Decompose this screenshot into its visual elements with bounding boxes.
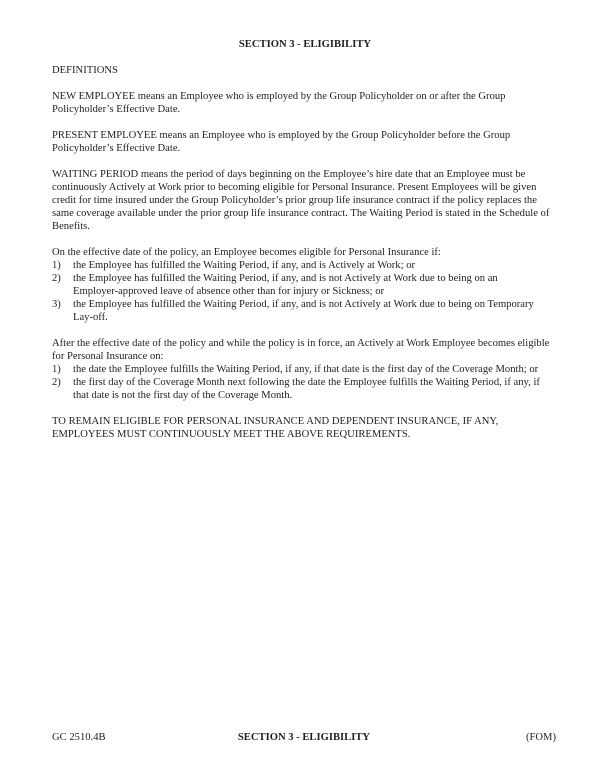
paragraph	[52, 337, 558, 363]
text-line: PRESENT EMPLOYEE means an Employee who is employed by the Group Policyholder before the Group	[52, 130, 511, 141]
text-line: WAITING PERIOD means the period of days beginning on the Employee’s hire date that an Employee must be	[52, 169, 526, 180]
title-line: SECTION 3 - ELIGIBILITY	[238, 39, 372, 50]
text-line: that date is not the first day of the Coverage Month.	[73, 390, 293, 401]
document-content	[52, 38, 558, 454]
list-item-text	[73, 272, 558, 298]
paragraph	[52, 246, 558, 259]
list-item	[52, 259, 558, 272]
text-line: the date the Employee fulfills the Waiting Period, if any, if that date is the first day of the Coverage Month; or	[73, 364, 539, 375]
list-item-text	[73, 363, 558, 376]
text-line: TO REMAIN ELIGIBLE FOR PERSONAL INSURANCE AND DEPENDENT INSURANCE, IF ANY,	[52, 416, 499, 427]
text-line: Policyholder’s Effective Date.	[52, 143, 181, 154]
text-line: Policyholder’s Effective Date.	[52, 104, 181, 115]
numbered-list	[52, 363, 558, 402]
text-line: Employer-approved leave of absence other than for injury or Sickness; or	[73, 286, 385, 297]
paragraph	[52, 168, 558, 233]
list-item-text	[73, 259, 558, 272]
list-item-number: 2)	[52, 377, 61, 388]
list-item	[52, 363, 558, 376]
text-line: DEFINITIONS	[52, 65, 118, 76]
list-item	[52, 272, 558, 298]
list-item-text	[73, 298, 558, 324]
text-line: the first day of the Coverage Month next following the date the Employee fulfills the Waiting Period, if any, if	[73, 377, 540, 388]
text-line: Benefits.	[52, 221, 90, 232]
list-item-number: 3)	[52, 299, 61, 310]
text-line: same coverage available under the prior group life insurance contract. The Waiting Period is stated in the Schedule of	[52, 208, 550, 219]
list-item-number: 1)	[52, 260, 61, 271]
text-line: Lay-off.	[73, 312, 108, 323]
text-line: the Employee has fulfilled the Waiting Period, if any, and is not Actively at Work due to being on Temporary	[73, 299, 534, 310]
text-line: the Employee has fulfilled the Waiting Period, if any, and is Actively at Work; or	[73, 260, 416, 271]
footer-code: (FOM)	[525, 732, 556, 743]
section-title	[52, 38, 558, 51]
text-line: NEW EMPLOYEE means an Employee who is employed by the Group Policyholder on or after the Group	[52, 91, 506, 102]
page-footer	[0, 731, 600, 744]
list-item-text	[73, 376, 558, 402]
list-item-number: 2)	[52, 273, 61, 284]
text-line: the Employee has fulfilled the Waiting Period, if any, and is not Actively at Work due to being on an	[73, 273, 498, 284]
paragraph	[52, 129, 558, 155]
text-line: credit for time insured under the Group Policyholder’s prior group life insurance contract if the policy replaces the	[52, 195, 537, 206]
list-item-number: 1)	[52, 364, 61, 375]
text-line: After the effective date of the policy and while the policy is in force, an Actively at Work Employee becomes eligible	[52, 338, 550, 349]
paragraph	[52, 64, 558, 77]
footer-form-number: GC 2510.4B	[52, 732, 106, 743]
paragraph	[52, 90, 558, 116]
text-line: for Personal Insurance on:	[52, 351, 164, 362]
list-item	[52, 376, 558, 402]
text-line: continuously Actively at Work prior to becoming eligible for Personal Insurance. Present Employees will be given	[52, 182, 537, 193]
footer-section-title: SECTION 3 - ELIGIBILITY	[237, 732, 371, 743]
paragraph	[52, 415, 558, 441]
list-item	[52, 298, 558, 324]
text-line: On the effective date of the policy, an Employee becomes eligible for Personal Insurance if:	[52, 247, 441, 258]
numbered-list	[52, 259, 558, 324]
text-line: EMPLOYEES MUST CONTINUOUSLY MEET THE ABOVE REQUIREMENTS.	[52, 429, 411, 440]
